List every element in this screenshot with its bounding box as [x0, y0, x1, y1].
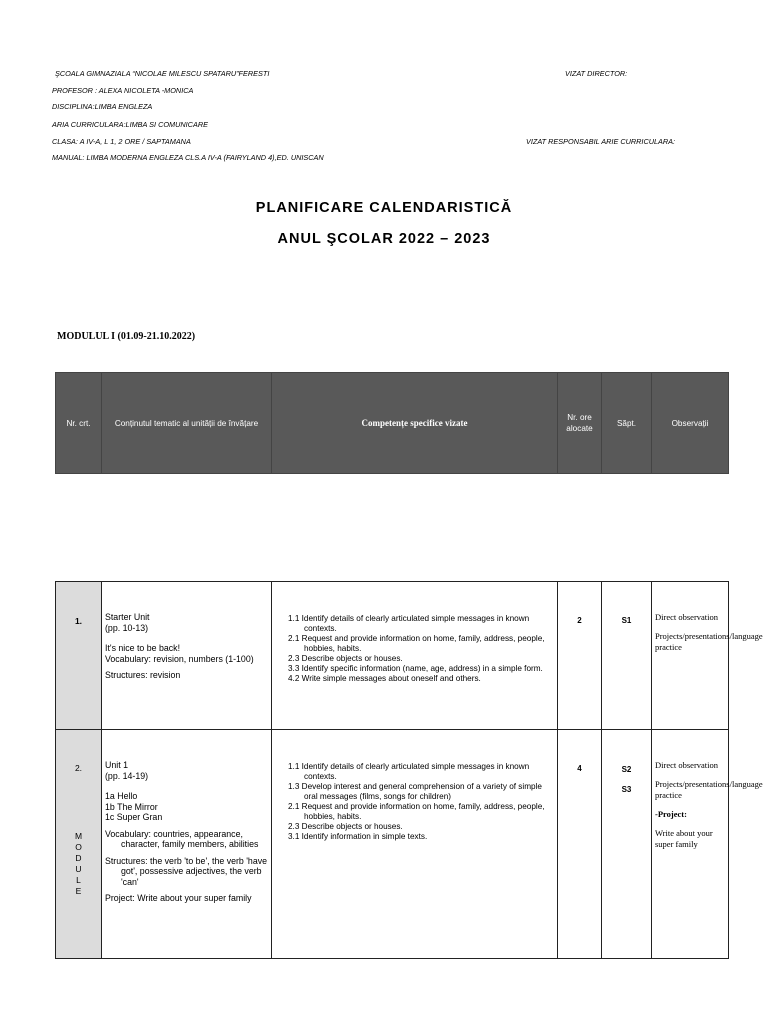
project: Project: Write about your super family	[105, 893, 252, 903]
director-approval: VIZAT DIRECTOR:	[565, 69, 628, 78]
week-cell	[602, 730, 652, 959]
week-cell: S1	[602, 582, 652, 730]
plan-table-body	[55, 581, 763, 959]
competence-item: 2.3 Describe objects or houses.	[288, 654, 403, 663]
unit-title: Unit 1	[105, 760, 128, 770]
vocabulary: Vocabulary: countries, appearance, character, family members, abilities	[105, 828, 259, 849]
curricular-area: ARIA CURRICULARA:LIMBA SI COMUNICARE	[52, 120, 208, 129]
competences-list	[272, 582, 558, 730]
observation-item: Write about your super family	[655, 828, 713, 849]
week-label: S2	[621, 765, 632, 774]
competence-item: 1.3 Develop interest and general comprehension of a variety of simple oral messages (films, songs for children)	[288, 782, 542, 801]
allocated-hours: 2	[558, 582, 602, 730]
unit-content	[102, 582, 272, 730]
competence-item: 2.1 Request and provide information on home, family, address, people, hobbies, habits.	[288, 802, 545, 821]
observation-item: Direct observation	[655, 760, 719, 770]
vocabulary: Vocabulary: revision, numbers (1-100)	[105, 653, 254, 664]
observation-item: Direct observation	[655, 612, 719, 622]
header-competences: Competențe specifice vizate	[272, 373, 558, 474]
page-title: PLANIFICARE CALENDARISTICĂ	[255, 200, 513, 216]
school-year: ANUL ŞCOLAR 2022 – 2023	[277, 231, 491, 247]
competence-item: 1.1 Identify details of clearly articulated simple messages in known contexts.	[288, 614, 530, 633]
teacher-name: PROFESOR : ALEXA NICOLETA -MONICA	[52, 86, 194, 95]
discipline: DISCIPLINA:LIMBA ENGLEZA	[52, 102, 153, 111]
responsible-approval: VIZAT RESPONSABIL ARIE CURRICULARA:	[526, 137, 676, 146]
class-info: CLASA: A IV-A, L 1, 2 ORE / SAPTAMANA	[52, 137, 191, 146]
table-row	[56, 582, 729, 730]
observation-item: Projects/presentations/language practice	[655, 779, 763, 800]
unit-pages: (pp. 10-13)	[105, 622, 149, 633]
week-label: S3	[621, 785, 632, 794]
competence-item: 2.1 Request and provide information on home, family, address, people, hobbies, habits.	[288, 634, 545, 653]
allocated-hours: 4	[558, 730, 602, 959]
lesson-title: 1b The Mirror	[105, 801, 158, 812]
manual-info: MANUAL: LIMBA MODERNA ENGLEZA CLS.A IV-A (FAIRYLAND 4),ED. UNISCAN	[52, 153, 324, 162]
lesson-title: 1c Super Gran	[105, 812, 163, 822]
observation-item: Projects/presentations/language practice	[655, 631, 763, 652]
lesson-title: It's nice to be back!	[105, 643, 181, 653]
observations	[652, 582, 763, 730]
competence-item: 2.3 Describe objects or houses.	[288, 822, 403, 831]
table-row	[56, 730, 729, 959]
row-number: 2. M O D U L E	[56, 730, 102, 959]
observation-item: -Project:	[655, 809, 687, 819]
competences-list	[272, 730, 558, 959]
competence-item: 3.3 Identify specific information (name, age, address) in a simple form.	[288, 664, 543, 673]
header-content: Conținutul tematic al unității de învățare	[102, 373, 272, 474]
competence-item: 1.1 Identify details of clearly articulated simple messages in known contexts.	[288, 762, 530, 781]
plan-table-header	[55, 372, 729, 474]
module-vertical-label: M O D U L E	[74, 831, 83, 896]
competence-item: 4.2 Write simple messages about oneself and others.	[288, 674, 481, 683]
structures: Structures: the verb 'to be', the verb 'have got', possessive adjectives, the verb 'can'	[105, 855, 268, 887]
header-week: Săpt.	[602, 373, 652, 474]
unit-title: Starter Unit	[105, 612, 150, 622]
module-title: MODULUL I (01.09-21.10.2022)	[57, 331, 196, 342]
unit-content	[102, 730, 272, 959]
lesson-title: 1a Hello	[105, 791, 138, 801]
header-nr: Nr. crt.	[56, 373, 102, 474]
competence-item: 3.1 Identify information in simple texts.	[288, 832, 428, 841]
header-hours: Nr. ore alocate	[558, 373, 602, 474]
structures: Structures: revision	[105, 670, 181, 680]
observations	[652, 730, 763, 959]
school-name: ŞCOALA GIMNAZIALA “NICOLAE MILESCU SPATARU”FERESTI	[55, 69, 270, 78]
unit-pages: (pp. 14-19)	[105, 770, 149, 781]
header-observations: Observații	[652, 373, 729, 474]
row-number: 1.	[56, 582, 102, 730]
